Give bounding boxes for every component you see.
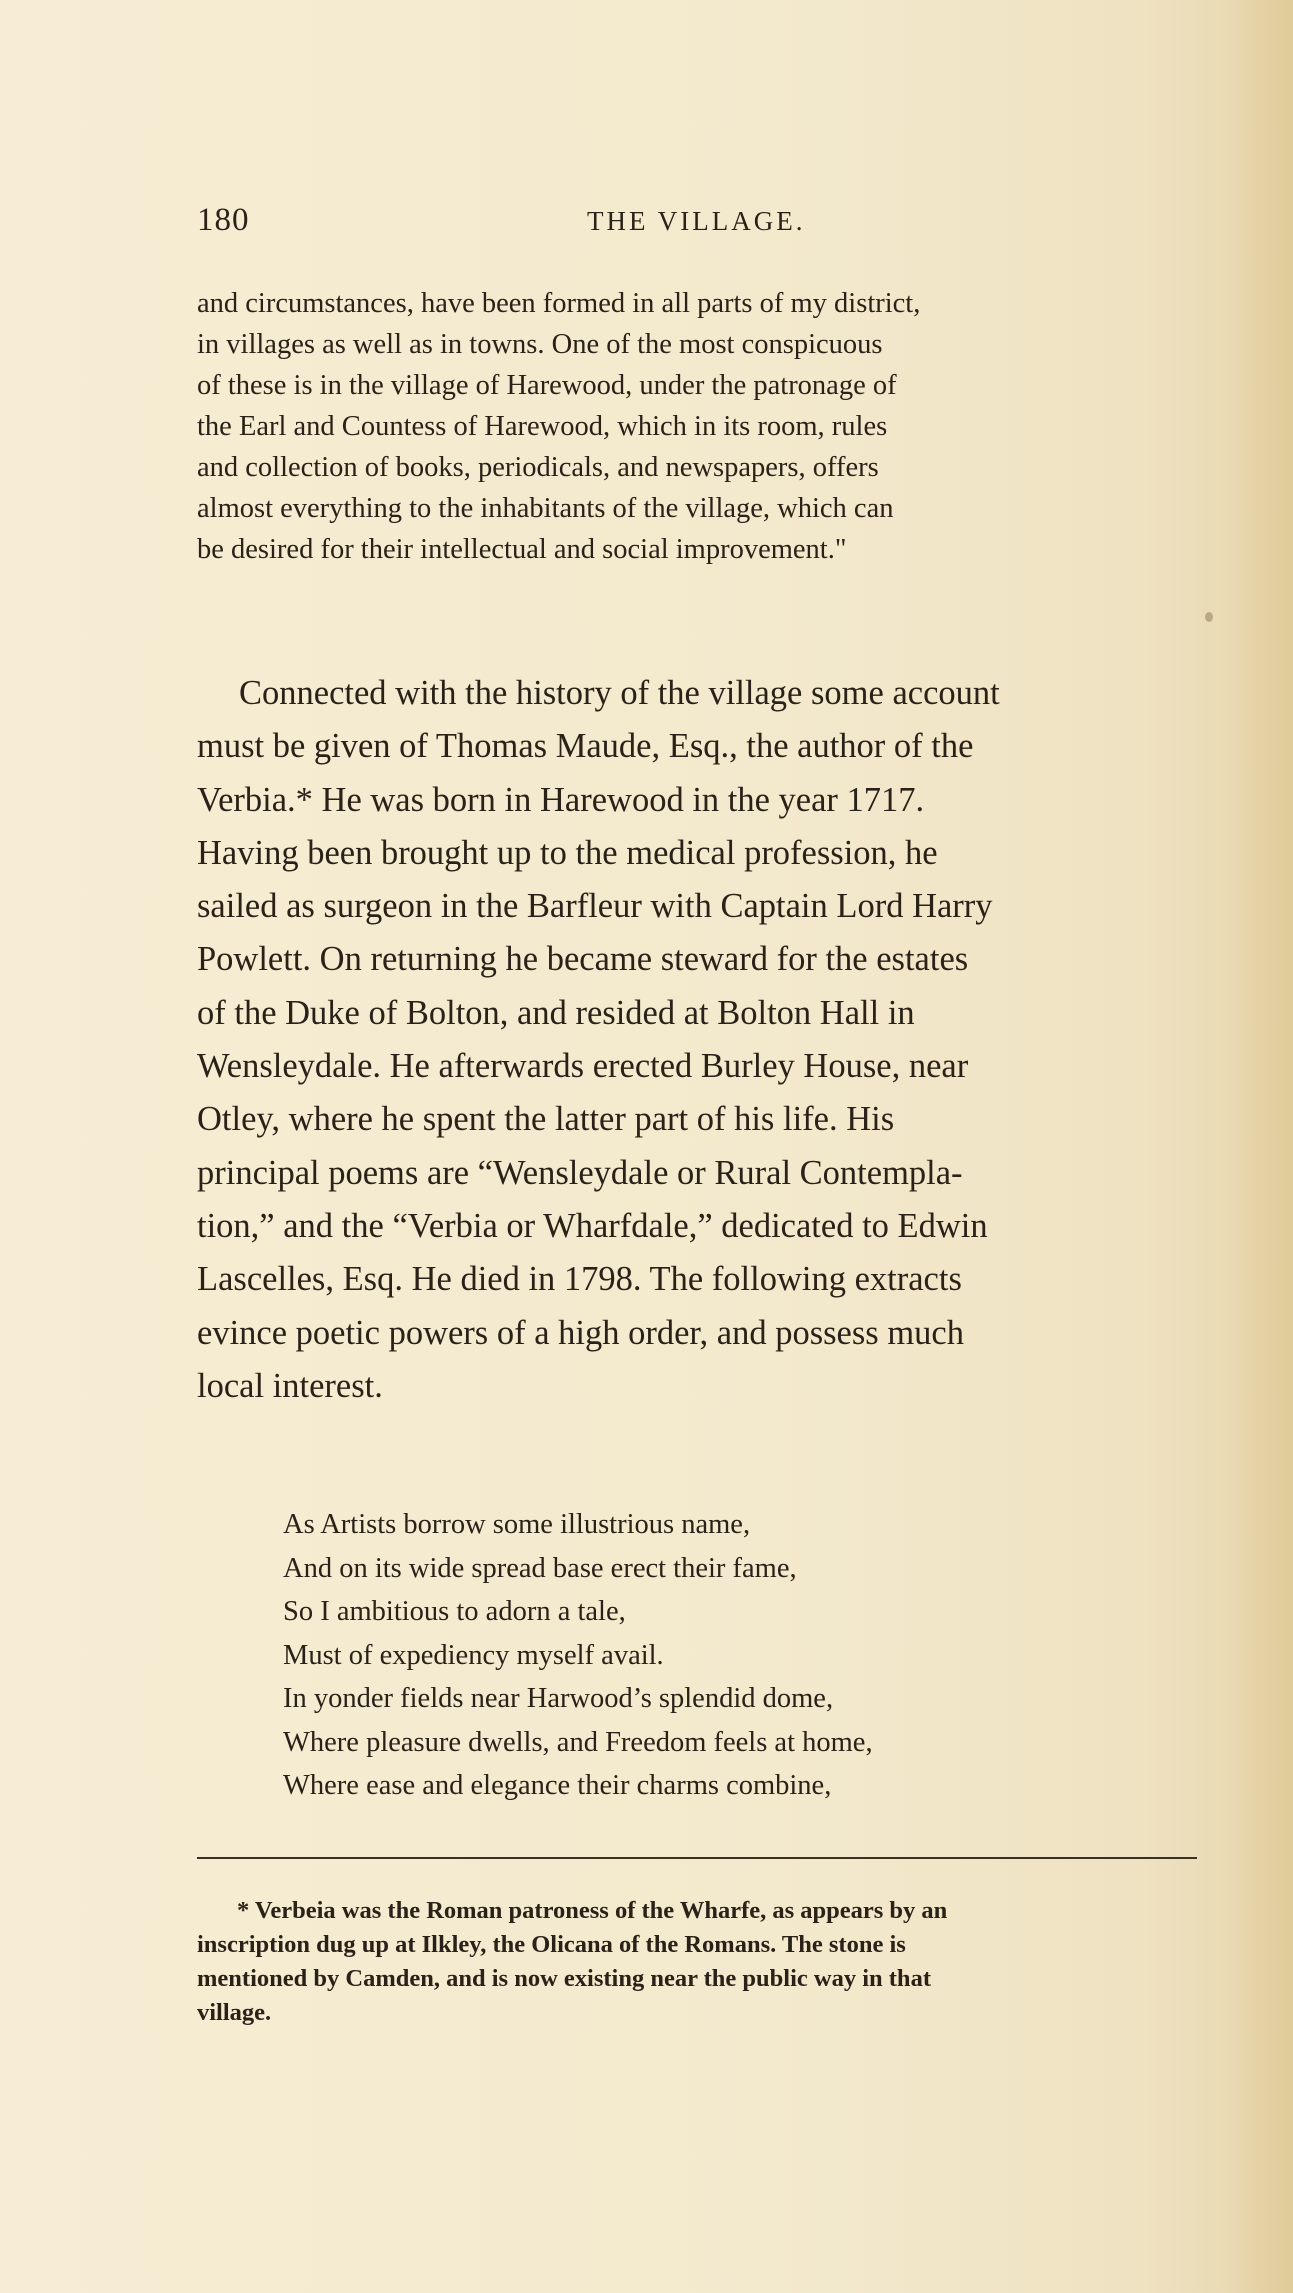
text-line: Lascelles, Esq. He died in 1798. The following extracts: [197, 1260, 962, 1299]
poem-extract: [283, 1503, 1183, 1808]
text-line: Wensleydale. He afterwards erected Burley House, near: [197, 1047, 969, 1086]
footnote-divider: [197, 1857, 1197, 1859]
text-line: evince poetic powers of a high order, and possess much: [197, 1313, 964, 1352]
poem-line: Where ease and elegance their charms combine,: [283, 1770, 832, 1801]
text-line: sailed as surgeon in the Barfleur with Captain Lord Harry: [197, 887, 993, 926]
poem-line: Where pleasure dwells, and Freedom feels at home,: [283, 1726, 873, 1758]
main-paragraph: [197, 667, 1207, 1413]
footnote-line: inscription dug up at Ilkley, the Olicana of the Romans. The stone is: [197, 1931, 906, 1958]
text-line: the Earl and Countess of Harewood, which in its room, rules: [197, 411, 888, 442]
text-line: local interest.: [197, 1366, 383, 1405]
text-line: Verbia.* He was born in Harewood in the year 1717.: [197, 780, 925, 819]
text-line: tion,” and the “Verbia or Wharfdale,” dedicated to Edwin: [197, 1206, 988, 1245]
poem-line: So I ambitious to adorn a tale,: [283, 1596, 626, 1627]
text-line: be desired for their intellectual and social improvement.": [197, 534, 847, 565]
text-line: and circumstances, have been formed in all parts of my district,: [197, 288, 921, 319]
text-line: in villages as well as in towns. One of the most conspicuous: [197, 329, 883, 360]
ink-speck: [1205, 612, 1213, 622]
running-title: THE VILLAGE.: [587, 206, 806, 236]
text-line: must be given of Thomas Maude, Esq., the author of the: [197, 727, 974, 766]
footnote: [197, 1894, 1197, 2030]
text-line: of the Duke of Bolton, and resided at Bolton Hall in: [197, 993, 915, 1032]
text-line: Powlett. On returning he became steward for the estates: [197, 940, 969, 979]
poem-line: As Artists borrow some illustrious name,: [283, 1509, 751, 1540]
footnote-line: mentioned by Camden, and is now existing near the public way in that: [197, 1965, 931, 1992]
page-edge-shadow: [1223, 0, 1293, 2293]
footnote-line: * Verbeia was the Roman patroness of the Wharfe, as appears by an: [237, 1897, 948, 1924]
text-line: of these is in the village of Harewood, under the patronage of: [197, 370, 897, 401]
text-line: Otley, where he spent the latter part of his life. His: [197, 1100, 895, 1139]
running-header: [197, 202, 1167, 242]
poem-line: In yonder fields near Harwood’s splendid dome,: [283, 1683, 834, 1714]
text-line: Having been brought up to the medical profession, he: [197, 833, 938, 872]
text-line: principal poems are “Wensleydale or Rural Contempla-: [197, 1153, 963, 1192]
footnote-line: village.: [197, 1999, 272, 2026]
text-line: Connected with the history of the village some account: [239, 674, 1000, 712]
text-line: almost everything to the inhabitants of the village, which can: [197, 493, 894, 524]
page-number: 180: [197, 202, 250, 238]
poem-line: Must of expediency myself avail.: [283, 1639, 664, 1671]
poem-line: And on its wide spread base erect their fame,: [283, 1552, 797, 1584]
quoted-paragraph: [197, 283, 1197, 570]
text-line: and collection of books, periodicals, and newspapers, offers: [197, 452, 879, 483]
